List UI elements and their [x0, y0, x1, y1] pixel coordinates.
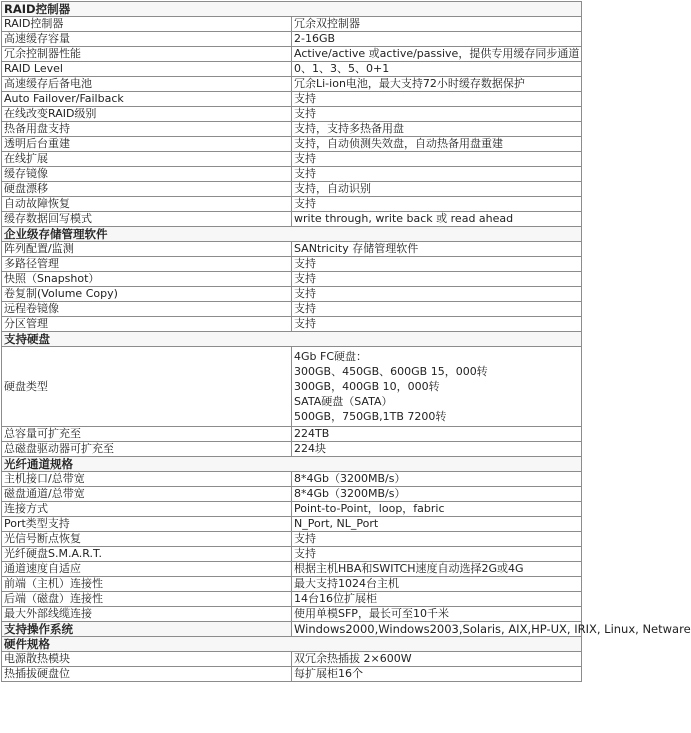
spec-value: 支持 — [292, 287, 582, 302]
spec-label: 在线扩展 — [2, 152, 292, 167]
section-header — [2, 332, 582, 347]
spec-label: 高速缓存容量 — [2, 32, 292, 47]
spec-row — [2, 122, 582, 137]
spec-label: 磁盘通道/总带宽 — [2, 487, 292, 502]
spec-row — [2, 17, 582, 32]
spec-value-line: SATA硬盘（SATA） — [294, 395, 393, 408]
spec-row — [2, 137, 582, 152]
spec-label: RAID控制器 — [2, 17, 292, 32]
spec-value — [292, 347, 582, 427]
spec-table — [1, 1, 691, 682]
spec-value: 224块 — [292, 442, 582, 457]
spec-row — [2, 302, 582, 317]
spec-value: 8*4Gb（3200MB/s） — [292, 472, 582, 487]
spec-row — [2, 287, 582, 302]
spec-value: Active/active 或active/passive，提供专用缓存同步通道 — [292, 47, 582, 62]
spec-label: 最大外部线缆连接 — [2, 607, 292, 622]
spec-row — [2, 257, 582, 272]
spec-value-line: 4Gb FC硬盘： — [294, 350, 368, 363]
section-title: 硬件规格 — [2, 637, 582, 652]
spec-value: 支持 — [292, 547, 582, 562]
spec-row — [2, 607, 582, 622]
spec-row — [2, 592, 582, 607]
spec-value: 支持 — [292, 167, 582, 182]
spec-row — [2, 197, 582, 212]
section-header — [2, 2, 582, 17]
spec-row — [2, 212, 582, 227]
spec-value: 支持，自动侦测失效盘，自动热备用盘重建 — [292, 137, 582, 152]
spec-value-line: 300GB，400GB 10，000转 — [294, 380, 440, 393]
spec-label: 自动故障恢复 — [2, 197, 292, 212]
spec-value: SANtricity 存储管理软件 — [292, 242, 582, 257]
spec-row — [2, 652, 582, 667]
spec-value: 支持 — [292, 107, 582, 122]
spec-row — [2, 442, 582, 457]
spec-row — [2, 577, 582, 592]
spec-row — [2, 347, 582, 427]
spec-label: 卷复制(Volume Copy) — [2, 287, 292, 302]
spec-label: 后端（磁盘）连接性 — [2, 592, 292, 607]
spec-label: 连接方式 — [2, 502, 292, 517]
spec-row — [2, 92, 582, 107]
spec-label: 光纤硬盘S.M.A.R.T. — [2, 547, 292, 562]
spec-row — [2, 182, 582, 197]
spec-value: 支持 — [292, 92, 582, 107]
spec-label: 高速缓存后备电池 — [2, 77, 292, 92]
section-title: 企业级存储管理软件 — [2, 227, 582, 242]
spec-value: 双冗余热插拔 2×600W — [292, 652, 582, 667]
spec-value: 2-16GB — [292, 32, 582, 47]
spec-row — [2, 517, 582, 532]
spec-label: 主机接口/总带宽 — [2, 472, 292, 487]
spec-value: 支持 — [292, 272, 582, 287]
section-header — [2, 637, 582, 652]
section-title: RAID控制器 — [2, 2, 582, 17]
section-header — [2, 622, 582, 637]
spec-label: RAID Level — [2, 62, 292, 77]
spec-row — [2, 562, 582, 577]
spec-label: 多路径管理 — [2, 257, 292, 272]
section-title: 支持硬盘 — [2, 332, 582, 347]
spec-label: 前端（主机）连接性 — [2, 577, 292, 592]
spec-row — [2, 242, 582, 257]
spec-label: 热插拔硬盘位 — [2, 667, 292, 682]
spec-label: 热备用盘支持 — [2, 122, 292, 137]
spec-value: 支持 — [292, 317, 582, 332]
spec-value: 冗余Li-ion电池，最大支持72小时缓存数据保护 — [292, 77, 582, 92]
spec-label: 电源散热模块 — [2, 652, 292, 667]
spec-label: 透明后台重建 — [2, 137, 292, 152]
spec-value-line: 300GB、450GB、600GB 15，000转 — [294, 365, 488, 378]
spec-label: 硬盘类型 — [2, 347, 292, 427]
spec-label: 快照（Snapshot） — [2, 272, 292, 287]
spec-value: Point-to-Point，loop，fabric — [292, 502, 582, 517]
spec-row — [2, 487, 582, 502]
spec-value: 支持 — [292, 302, 582, 317]
spec-label: Auto Failover/Failback — [2, 92, 292, 107]
spec-value: 每扩展柜16个 — [292, 667, 582, 682]
spec-label: 阵列配置/监测 — [2, 242, 292, 257]
spec-label: 在线改变RAID级别 — [2, 107, 292, 122]
spec-row — [2, 502, 582, 517]
spec-value: 14台16位扩展柜 — [292, 592, 582, 607]
spec-row — [2, 427, 582, 442]
spec-label: Port类型支持 — [2, 517, 292, 532]
spec-label: 冗余控制器性能 — [2, 47, 292, 62]
spec-row — [2, 317, 582, 332]
spec-row — [2, 472, 582, 487]
spec-value: 根据主机HBA和SWITCH速度自动选择2G或4G — [292, 562, 582, 577]
spec-label: 缓存镜像 — [2, 167, 292, 182]
section-header — [2, 457, 582, 472]
spec-value: 8*4Gb（3200MB/s） — [292, 487, 582, 502]
spec-row — [2, 152, 582, 167]
spec-value: 224TB — [292, 427, 582, 442]
spec-row — [2, 47, 582, 62]
section-title: 光纤通道规格 — [2, 457, 582, 472]
spec-value: 支持，支持多热备用盘 — [292, 122, 582, 137]
spec-value: 支持 — [292, 197, 582, 212]
section-title: 支持操作系统 — [2, 622, 292, 637]
spec-label: 硬盘漂移 — [2, 182, 292, 197]
spec-row — [2, 32, 582, 47]
spec-row — [2, 107, 582, 122]
spec-row — [2, 62, 582, 77]
spec-row — [2, 667, 582, 682]
spec-value: 支持，自动识别 — [292, 182, 582, 197]
spec-value: 冗余双控制器 — [292, 17, 582, 32]
spec-table-body — [2, 2, 691, 682]
spec-value: 最大支持1024台主机 — [292, 577, 582, 592]
spec-row — [2, 272, 582, 287]
spec-value: 0、1、3、5、0+1 — [292, 62, 582, 77]
spec-row — [2, 167, 582, 182]
spec-value: write through, write back 或 read ahead — [292, 212, 582, 227]
section-inline-value: Windows2000,Windows2003,Solaris, AIX,HP-UX, IRIX, Linux, Netware — [292, 622, 582, 637]
spec-label: 通道速度自适应 — [2, 562, 292, 577]
section-header — [2, 227, 582, 242]
spec-value: 使用单模SFP，最长可至10千米 — [292, 607, 582, 622]
spec-label: 分区管理 — [2, 317, 292, 332]
spec-label: 缓存数据回写模式 — [2, 212, 292, 227]
spec-row — [2, 532, 582, 547]
spec-value: 支持 — [292, 257, 582, 272]
spec-row — [2, 77, 582, 92]
spec-label: 总容量可扩充至 — [2, 427, 292, 442]
spec-value: 支持 — [292, 532, 582, 547]
spec-label: 总磁盘驱动器可扩充至 — [2, 442, 292, 457]
spec-row — [2, 547, 582, 562]
spec-value: N_Port, NL_Port — [292, 517, 582, 532]
spec-label: 光信号断点恢复 — [2, 532, 292, 547]
spec-value-line: 500GB，750GB,1TB 7200转 — [294, 410, 447, 423]
spec-label: 远程卷镜像 — [2, 302, 292, 317]
spec-value: 支持 — [292, 152, 582, 167]
